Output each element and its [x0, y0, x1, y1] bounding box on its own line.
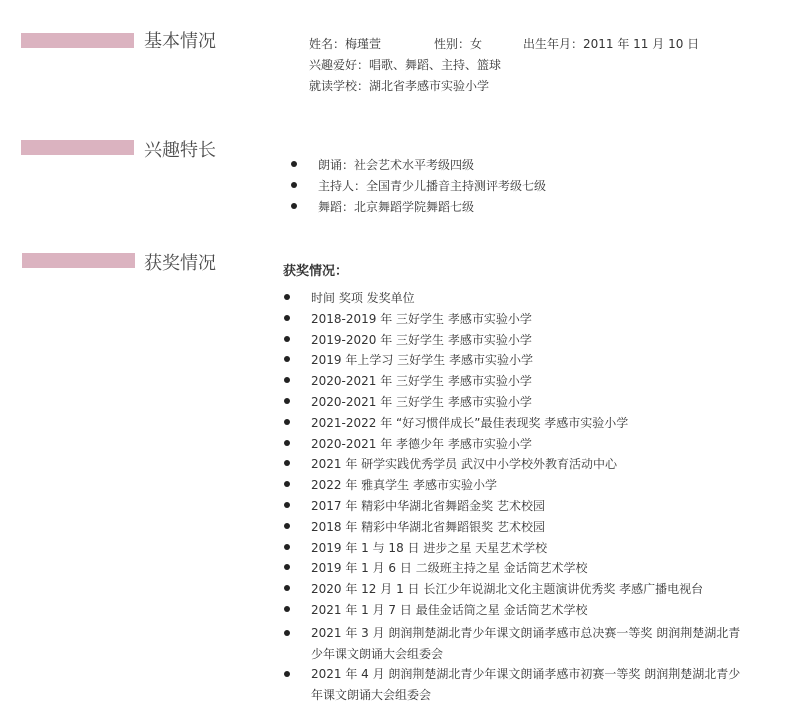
- bullet-icon: [284, 315, 290, 321]
- award-text: 2020-2021 年 三好学生 孝感市实验小学: [311, 374, 532, 389]
- bullet-icon: [284, 481, 290, 487]
- talents-list: [318, 157, 546, 220]
- bullet-icon: [284, 419, 290, 425]
- section-bar-talents: [21, 140, 134, 155]
- bullet-icon: [284, 585, 290, 591]
- talent-item: [318, 157, 546, 178]
- awards-list: [311, 290, 751, 706]
- award-item: [311, 602, 751, 623]
- talent-text: 舞蹈：北京舞蹈学院舞蹈七级: [318, 200, 475, 214]
- award-item: [311, 581, 751, 602]
- award-item: [311, 352, 751, 373]
- award-text: 2022 年 雅真学生 孝感市实验小学: [311, 478, 497, 493]
- section-bar-basic: [21, 33, 134, 48]
- award-text: 2019 年 1 月 6 日 二级班主持之星 金话筒艺术学校: [311, 561, 588, 576]
- award-item: [311, 290, 751, 311]
- award-item: [311, 436, 751, 457]
- award-text: 2021 年 4 月 朗润荆楚湖北青少年课文朗诵孝感市初赛一等奖 朗润荆楚湖北青少年课文朗诵大会组委会: [311, 667, 741, 703]
- bullet-icon: [284, 377, 290, 383]
- section-bar-awards: [22, 253, 135, 268]
- award-text: 时间 奖项 发奖单位: [311, 291, 415, 305]
- talent-item: [318, 199, 546, 220]
- section-title-awards: 获奖情况: [144, 253, 216, 274]
- school-field: 就读学校：湖北省孝感市实验小学: [309, 79, 490, 93]
- award-item: [311, 373, 751, 394]
- bullet-icon: [284, 336, 290, 342]
- awards-heading: 获奖情况：: [283, 264, 349, 279]
- bullet-icon: [284, 544, 290, 550]
- award-text: 2021-2022 年 “好习惯伴成长”最佳表现奖 孝感市实验小学: [311, 415, 629, 430]
- award-text: 2020 年 12 月 1 日 长江少年说湖北文化主题演讲优秀奖 孝感广播电视台: [311, 582, 704, 597]
- award-text: 2021 年 3 月 朗润荆楚湖北青少年课文朗诵孝感市总决赛一等奖 朗润荆楚湖北青少年课文朗诵大会组委会: [311, 625, 741, 661]
- award-text: 2017 年 精彩中华湖北省舞蹈金奖 艺术校园: [311, 498, 545, 513]
- talent-text: 主持人：全国青少儿播音主持测评考级七级: [318, 179, 547, 193]
- talent-text: 朗诵：社会艺术水平考级四级: [318, 158, 475, 172]
- award-text: 2020-2021 年 三好学生 孝感市实验小学: [311, 394, 532, 409]
- award-text: 2021 年 1 月 7 日 最佳金话筒之星 金话筒艺术学校: [311, 602, 588, 617]
- award-item: [311, 623, 751, 665]
- bullet-icon: [284, 356, 290, 362]
- bullet-icon: [284, 440, 290, 446]
- award-text: 2019 年 1 与 18 日 进步之星 天星艺术学校: [311, 540, 548, 555]
- award-item: [311, 311, 751, 332]
- bullet-icon: [284, 606, 290, 612]
- bullet-icon: [284, 523, 290, 529]
- section-title-talents: 兴趣特长: [144, 140, 216, 161]
- award-item: [311, 540, 751, 561]
- bullet-icon: [284, 564, 290, 570]
- bullet-icon: [284, 630, 290, 636]
- award-item: [311, 415, 751, 436]
- award-item: [311, 477, 751, 498]
- award-item: [311, 498, 751, 519]
- award-item: [311, 560, 751, 581]
- award-text: 2018-2019 年 三好学生 孝感市实验小学: [311, 311, 532, 326]
- award-item: [311, 456, 751, 477]
- bullet-icon: [284, 294, 290, 300]
- award-text: 2020-2021 年 孝德少年 孝感市实验小学: [311, 436, 532, 451]
- award-text: 2021 年 研学实践优秀学员 武汉中小学校外教育活动中心: [311, 457, 617, 472]
- bullet-icon: [284, 671, 290, 677]
- talent-item: [318, 178, 546, 199]
- section-title-basic: 基本情况: [144, 31, 216, 52]
- bullet-icon: [291, 182, 297, 188]
- bullet-icon: [291, 203, 297, 209]
- award-text: 2019-2020 年 三好学生 孝感市实验小学: [311, 332, 532, 347]
- bullet-icon: [284, 502, 290, 508]
- award-item: [311, 332, 751, 353]
- bullet-icon: [291, 161, 297, 167]
- award-item: [311, 519, 751, 540]
- gender-field: 性别：女: [434, 37, 483, 51]
- award-text: 2018 年 精彩中华湖北省舞蹈银奖 艺术校园: [311, 519, 545, 534]
- bullet-icon: [284, 460, 290, 466]
- birth-field: 出生年月：2011 年 11 月 10 日: [523, 37, 700, 51]
- award-item: [311, 664, 751, 706]
- bullet-icon: [284, 398, 290, 404]
- name-field: 姓名：梅瑾萱: [309, 37, 382, 51]
- award-item: [311, 394, 751, 415]
- hobbies-field: 兴趣爱好：唱歌、舞蹈、主持、篮球: [309, 58, 502, 72]
- award-text: 2019 年上学习 三好学生 孝感市实验小学: [311, 353, 533, 368]
